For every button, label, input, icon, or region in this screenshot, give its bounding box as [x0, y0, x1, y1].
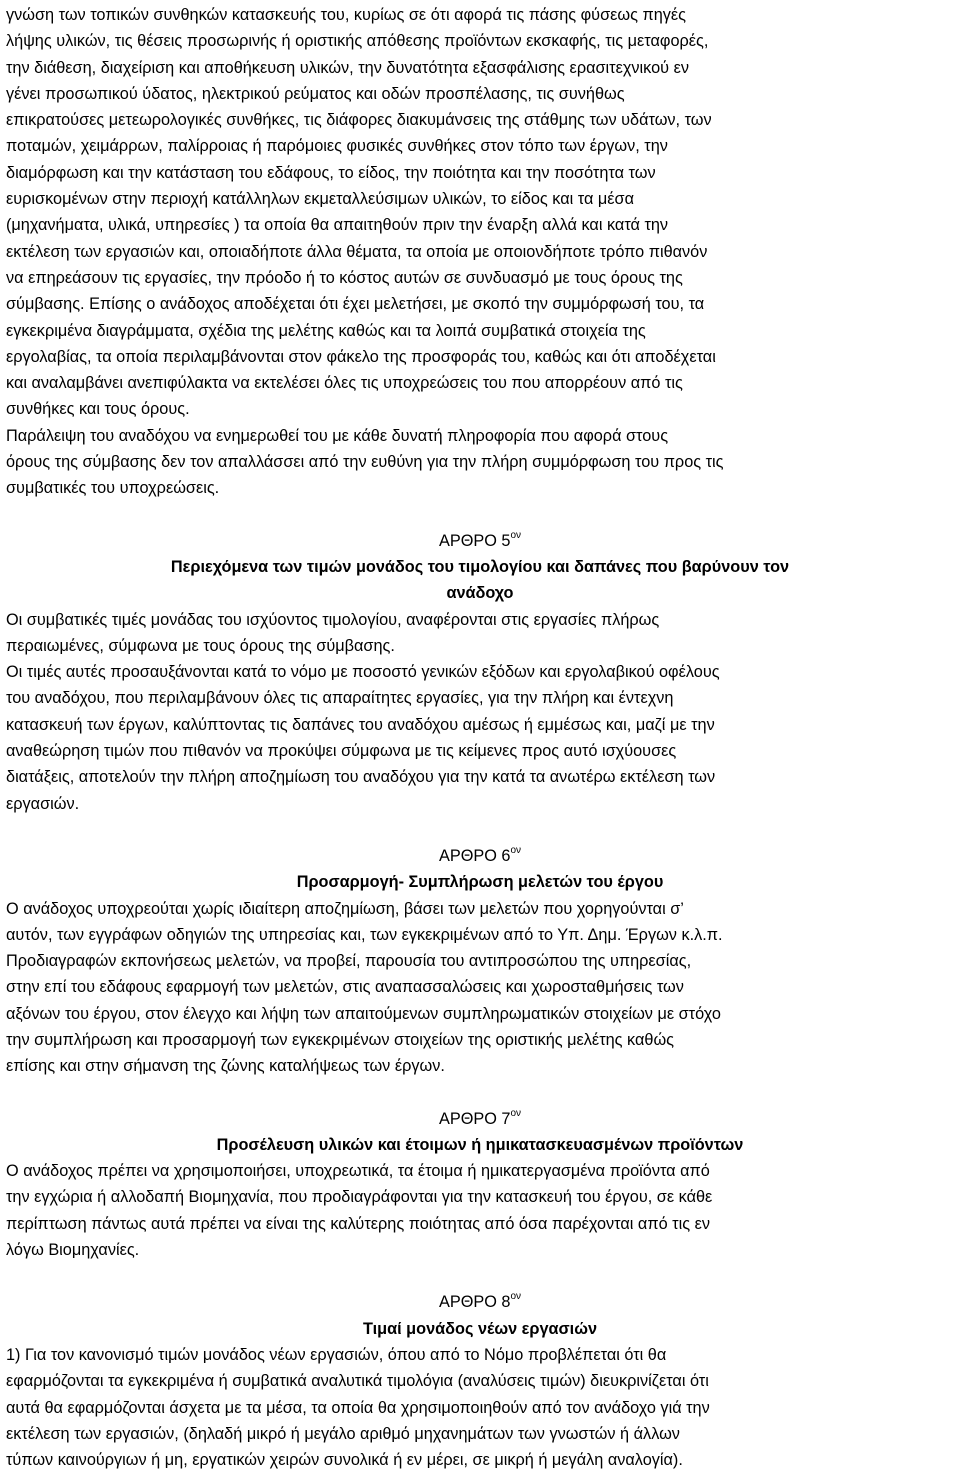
- article-heading: [6, 843, 954, 869]
- article-line: του αναδόχου, που περιλαμβάνουν όλες τις απαραίτητες εργασίες, για την πλήρη και έντεχνη: [6, 689, 674, 708]
- article-line: αναθεώρηση τιμών που πιθανόν να προκύψει σύμφωνα με τις κείμενες προς αυτό ισχύουσες: [6, 742, 677, 761]
- intro-line: εγκεκριμένα διαγράμματα, σχέδια της μελέτης καθώς και τα λοιπά συμβατικά στοιχεία της: [6, 321, 646, 340]
- intro-line: να επηρεάσουν τις εργασίες, την πρόοδο ή το κόστος αυτών σε συνδυασμό με τους όρους της: [6, 268, 683, 287]
- article-8: [6, 1289, 954, 1473]
- intro-line: επικρατούσες μετεωρολογικές συνθήκες, τις διάφορες διακυμάνσεις της στάθμης των υδάτων, των: [6, 111, 712, 130]
- spacer: [6, 502, 954, 528]
- article-label: ΑΡΘΡΟ 5: [438, 531, 511, 550]
- article-5: [6, 528, 954, 817]
- intro-line: ευρισκομένων στην περιοχή κατάλληλων εκμεταλλεύσιμων υλικών, το είδος και τα μέσα: [6, 190, 635, 209]
- intro-line: διαμόρφωση και την κατάσταση του εδάφους, το είδος, την ποιότητα και την ποσότητα των: [6, 163, 656, 182]
- intro-line: λήψης υλικών, τις θέσεις προσωρινής ή οριστικής απόθεσης προϊόντων εκσκαφής, τις μεταφορές,: [6, 32, 709, 51]
- article-line: αυτόν, των εγγράφων οδηγιών της υπηρεσίας και, των εγκεκριμένων από το Υπ. Δημ. Έργων κ.λ.π.: [6, 925, 723, 944]
- article-heading: [6, 1289, 954, 1315]
- article-line: λόγω Βιομηχανίες.: [6, 1241, 140, 1260]
- spacer: [6, 1263, 954, 1289]
- article-line: επίσης και στην σήμανση της ζώνης καταλήψεως των έργων.: [6, 1057, 445, 1076]
- intro-line: την διάθεση, διαχείριση και αποθήκευση υλικών, την δυνατότητα εξασφάλισης ερασιτεχνικού εν: [6, 58, 689, 77]
- article-label: ΑΡΘΡΟ 7: [438, 1109, 511, 1128]
- intro-line: (μηχανήματα, υλικά, υπηρεσίες ) τα οποία θα απαιτηθούν πριν την έναρξη αλλά και κατά την: [6, 216, 669, 235]
- article-title: Προσέλευση υλικών και έτοιμων ή ημικατασκευασμένων προϊόντων: [216, 1135, 744, 1154]
- article-line: την εγχώρια ή αλλοδαπή Βιομηχανία, που προδιαγράφονται για την κατασκευή του έργου, σε κάθε: [6, 1188, 713, 1207]
- article-line: εφαρμόζονται τα εγκεκριμένα ή συμβατικά αναλυτικά τιμολόγια (αναλύσεις τιμών) διευκρινίζεται ότι: [6, 1372, 709, 1391]
- intro-line: γένει προσωπικού ύδατος, ηλεκτρικού ρεύματος και οδών προσπέλασης, τις συνήθως: [6, 84, 625, 103]
- intro-line: συμβατικές του υποχρεώσεις.: [6, 479, 220, 498]
- article-title: Τιμαί μονάδος νέων εργασιών: [362, 1319, 598, 1338]
- article-line: περαιωμένες, σύμφωνα με τους όρους της σύμβασης.: [6, 636, 395, 655]
- article-title: Περιεχόμενα των τιμών μονάδος του τιμολογίου και δαπάνες που βαρύνουν τον: [170, 557, 790, 576]
- article-title: Προσαρμογή- Συμπλήρωση μελετών του έργου: [296, 873, 664, 892]
- article-line: στην επί του εδάφους εφαρμογή των μελετών, στις αναπασσαλώσεις και χωροσταθμήσεις των: [6, 978, 684, 997]
- article-ordinal: ον: [510, 529, 522, 541]
- spacer: [6, 817, 954, 843]
- article-line: Ο ανάδοχος υποχρεούται χωρίς ιδιαίτερη αποζημίωση, βάσει των μελετών που χορηγούνται σ’: [6, 899, 684, 918]
- article-line: τύπων καινούργιων ή μη, εργατικών χειρών συνολικά ή εν μέρει, σε μικρή ή μεγάλη αναλογία).: [6, 1451, 683, 1470]
- article-line: κατασκευή των έργων, καλύπτοντας τις δαπάνες του αναδόχου αμέσως ή εμμέσως και, μαζί με την: [6, 715, 715, 734]
- intro-line: Παράλειψη του αναδόχου να ενημερωθεί του με κάθε δυνατή πληροφορία που αφορά στους: [6, 426, 669, 445]
- article-line: περίπτωση πάντως αυτά πρέπει να είναι της καλύτερης ποιότητας από όσα παρέχονται από τις εν: [6, 1214, 710, 1233]
- intro-line: ποταμών, χειμάρρων, παλίρροιας ή παρόμοιες φυσικές συνθήκες στον τόπο των έργων, την: [6, 137, 668, 156]
- article-ordinal: ον: [510, 1107, 522, 1119]
- article-heading: [6, 1106, 954, 1132]
- intro-line: συνθήκες και τους όρους.: [6, 400, 190, 419]
- article-line: αξόνων του έργου, στον έλεγχο και λήψη των απαιτούμενων συμπληρωματικών στοιχείων με στόχο: [6, 1004, 721, 1023]
- article-line: Οι συμβατικές τιμές μονάδας του ισχύοντος τιμολογίου, αναφέρονται στις εργασίες πλήρως: [6, 610, 660, 629]
- article-title: ανάδοχο: [446, 584, 514, 603]
- article-line: εκτέλεση των εργασιών, (δηλαδή μικρό ή μεγάλο αριθμό μηχανημάτων των γνωστών ή άλλων: [6, 1424, 680, 1443]
- intro-line: γνώση των τοπικών συνθηκών κατασκευής του, κυρίως σε ότι αφορά τις πάσης φύσεως πηγές: [6, 6, 687, 24]
- article-line: Προδιαγραφών εκπονήσεως μελετών, να προβεί, παρουσία του αντιπροσώπου της υπηρεσίας,: [6, 952, 692, 971]
- article-6: [6, 843, 954, 1080]
- article-7: [6, 1106, 954, 1264]
- article-line: 1) Για τον κανονισμό τιμών μονάδος νέων εργασιών, όπου από το Νόμο προβλέπεται ότι θα: [6, 1345, 667, 1364]
- article-ordinal: ον: [510, 844, 522, 856]
- article-line: Ο ανάδοχος πρέπει να χρησιμοποιήσει, υποχρεωτικά, τα έτοιμα ή ημικατεργασμένα προϊόντα από: [6, 1162, 710, 1181]
- article-line: διατάξεις, αποτελούν την πλήρη αποζημίωση του αναδόχου για την κατά τα ανωτέρω εκτέλεση των: [6, 768, 716, 787]
- article-heading: [6, 528, 954, 554]
- intro-line: και αναλαμβάνει ανεπιφύλακτα να εκτελέσει όλες τις υποχρεώσεις του που απορρέουν από τις: [6, 374, 683, 393]
- article-label: ΑΡΘΡΟ 6: [438, 846, 511, 865]
- article-line: εργασιών.: [6, 794, 80, 813]
- article-line: αυτά θα εφαρμόζονται άσχετα με τα μέσα, τα οποία θα χρησιμοποιηθούν από τον ανάδοχο γιά την: [6, 1398, 710, 1417]
- article-ordinal: ον: [510, 1291, 522, 1303]
- article-label: ΑΡΘΡΟ 8: [438, 1293, 511, 1312]
- intro-line: όρους της σύμβασης δεν τον απαλλάσσει από την ευθύνη για την πλήρη συμμόρφωση του προς τις: [6, 453, 724, 472]
- intro-line: σύμβασης. Επίσης ο ανάδοχος αποδέχεται ότι έχει μελετήσει, με σκοπό την συμμόρφωσή του, τα: [6, 295, 705, 314]
- intro-line: εκτέλεση των εργασιών και, οποιαδήποτε άλλα θέματα, τα οποία με οποιονδήποτε τρόπο πιθανόν: [6, 242, 708, 261]
- spacer: [6, 1080, 954, 1106]
- article-line: Οι τιμές αυτές προσαυξάνονται κατά το νόμο με ποσοστό γενικών εξόδων και εργολαβικού οφέλους: [6, 663, 720, 682]
- article-line: την συμπλήρωση και προσαρμογή των εγκεκριμένων στοιχείων της οριστικής μελέτης καθώς: [6, 1030, 675, 1049]
- intro-line: εργολαβίας, τα οποία περιλαμβάνονται στον φάκελο της προσφοράς του, καθώς και ότι αποδέχεται: [6, 347, 716, 366]
- intro-paragraph: [6, 2, 954, 502]
